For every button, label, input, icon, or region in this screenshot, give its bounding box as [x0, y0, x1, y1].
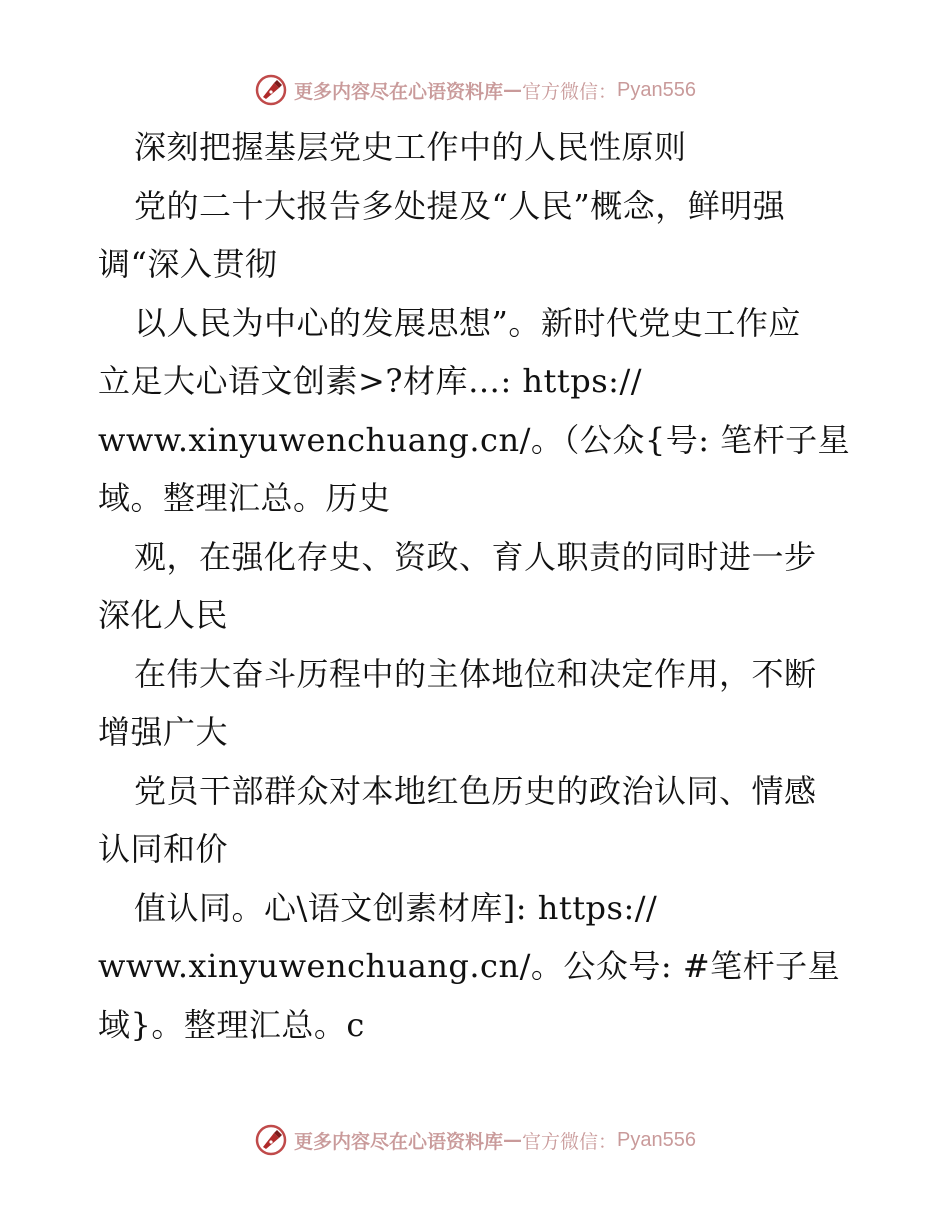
banner-main-text: 更多内容尽在心语资料库: [294, 80, 504, 103]
header-banner: [0, 70, 950, 110]
paragraph-line: 域。整理汇总。历史: [98, 479, 391, 517]
paragraph-line: www.xinyuwenchuang.cn/。（公众{号: 笔杆子星: [98, 420, 851, 459]
pen-nib-circle-icon: [254, 1123, 288, 1157]
paragraph-line: 以人民为中心的发展思想”。新时代党史工作应: [134, 303, 801, 342]
banner-main-text: 更多内容尽在心语资料库: [294, 1130, 504, 1153]
paragraph-line: 党员干部群众对本地红色历史的政治认同、情感: [134, 771, 817, 810]
document-title: 深刻把握基层党史工作中的人民性原则: [134, 128, 687, 166]
paragraph-line: 增强广大: [98, 713, 229, 751]
banner-separator: —: [503, 79, 523, 101]
paragraph-line: 党的二十大报告多处提及“人民”概念，鲜明强: [134, 186, 786, 225]
banner-wechat-id: Pyan556: [617, 1128, 696, 1151]
paragraph-line: 认同和价: [98, 830, 229, 868]
document-body: [98, 118, 858, 1054]
paragraph-line: 立足大心语文创素>?材库…: https://: [98, 362, 643, 400]
paragraph-line: 观，在强化存史、资政、育人职责的同时进一步: [134, 537, 817, 576]
paragraph-line: 调“深入贯彻: [98, 245, 278, 283]
footer-banner: [0, 1120, 950, 1160]
paragraph-line: 深化人民: [98, 596, 229, 634]
paragraph-line: 值认同。心\语文创素材库]: https://: [134, 888, 658, 927]
paragraph-line: www.xinyuwenchuang.cn/。公众号: #笔杆子星: [98, 947, 841, 985]
banner-separator: —: [503, 1129, 523, 1151]
paragraph-line: 域}。整理汇总。c: [98, 1005, 365, 1044]
banner-wechat-label: 官方微信：: [522, 80, 618, 103]
pen-nib-circle-icon: [254, 73, 288, 107]
banner-wechat-id: Pyan556: [617, 78, 696, 101]
banner-wechat-label: 官方微信：: [522, 1130, 618, 1153]
paragraph-line: 在伟大奋斗历程中的主体地位和决定作用，不断: [134, 654, 817, 693]
